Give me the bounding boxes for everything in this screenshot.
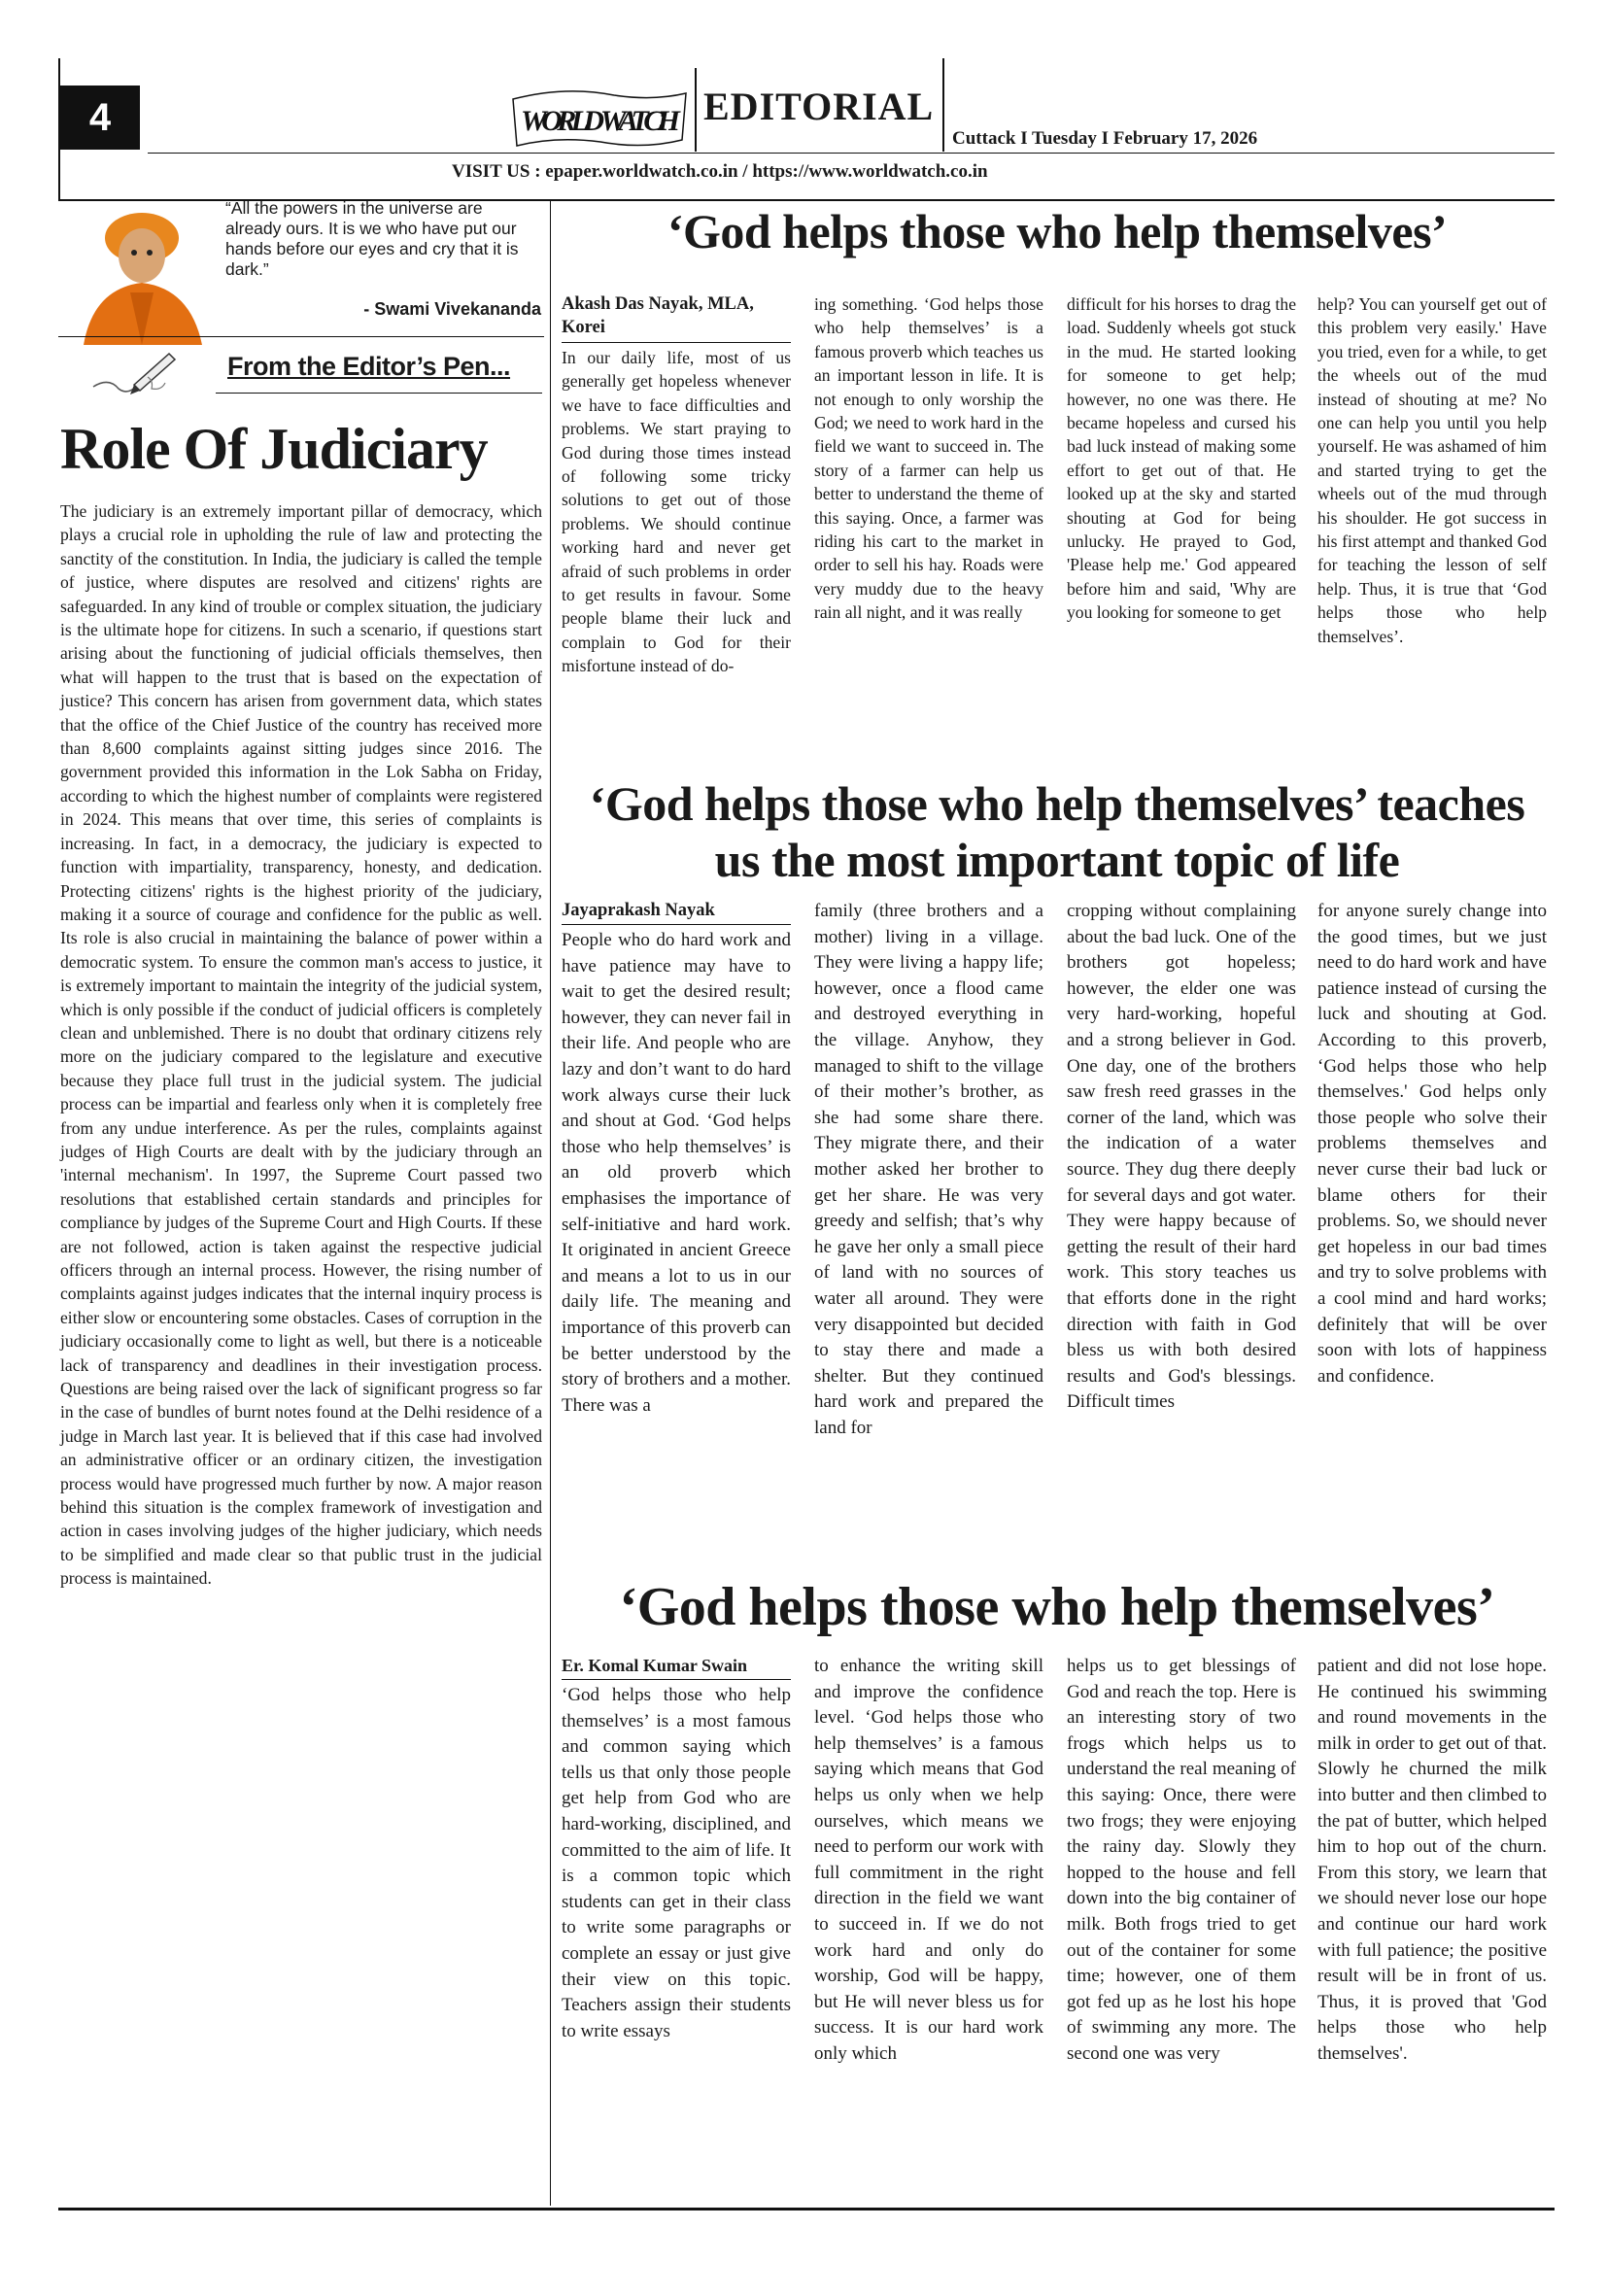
- svg-text:WORLD WATCH: WORLD WATCH: [521, 105, 680, 137]
- page-bottom-rule: [58, 2208, 1555, 2210]
- swami-vivekananda-portrait: [74, 199, 210, 345]
- quote-text: “All the powers in the universe are already ours. It is we who have put our hands before our eyes and cry that it is dark.”: [225, 198, 519, 279]
- article-2-byline-rule: [562, 924, 791, 925]
- section-divider: [942, 58, 944, 152]
- article-3-column-3: helps us to get blessings of God and reach the top. Here is an interesting story of two frogs which helps us to understand the real meaning of this saying: Once, there were two frogs; they were enjoying the rainy day. Slowly they hopped to the house and fell down into the big container of milk. Both frogs tried to get out of the container for some time; however, one of them got fed up as he lost his hope of swimming any more. The second one was very: [1067, 1656, 1296, 2064]
- column-divider: [550, 199, 551, 2206]
- article-2-column-1: People who do hard work and have patience may have to wait to get the desired result; however, they can never fail in their life. And people who are lazy and don’t want to do hard work always curse their luck and shout at God. ‘God helps those who help themselves’ is an old proverb which emphasises the importance of self-initiative and hard work. It originated in ancient Greece and means a lot to us in our daily life. The meaning and importance of this proverb can be better understood by the story of brothers and a mother. There was a: [562, 930, 791, 1416]
- editorial-title: Role Of Judiciary: [60, 417, 488, 481]
- editorial-body: The judiciary is an extremely important pillar of democracy, which plays a crucial role in upholding the rule of law and protecting the sanctity of the constitution. In India, the judiciary is called the temple of justice, where disputes are resolved and citizens' rights are safeguarded. In any kind of trouble or complex situation, the judiciary is the ultimate hope for citizens. In such a scenario, if questions start arising about the functioning of judicial officials themselves, then what will happen to the trust that is based on the expectation of justice? This concern has arisen from government data, which states that the office of the Chief Justice of the country has received more than 8,600 complaints against sitting judges since 2016. The government provided this information in the Lok Sabha on Friday, according to which the highest number of complaints were registered in 2024. This means that over time, this series of complaints is increasing. In fact, in a democracy, the judiciary is expected to function with impartiality, transparency, honesty, and dedication. Protecting citizens' rights is the highest priority of the judiciary, making it a source of courage and confidence for the public as well. Its role is also crucial in maintaining the balance of power within a democratic system. To ensure the common man's access to justice, it is extremely important to maintain the integrity of the judicial system, which is only possible if the conduct of judicial officers is completely clean and unblemished. There is no doubt that ordinary citizens rely more on the judiciary compared to the legislature and executive because they place full trust in the judicial system. The judicial process can be impartial and fearless only when it is completely free from any undue interference. As per the rules, complaints against judges of High Courts are dealt with by the judiciary through an 'internal mechanism'. In 1997, the Supreme Court passed two resolutions that established certain standards and principles for compliance by judges of the Supreme Court and High Courts. If these are not followed, action is taken against the respective judicial officers through an internal process. However, the rising number of complaints against judges indicates that the internal inquiry process is either slow or encountering some obstacles. Cases of corruption in the judiciary occasionally come to light as well, but there is a noticeable lack of transparency and deadlines in their investigation process. Questions are being raised over the lack of significant progress so far in the case of bundles of burnt notes found at the Delhi residence of a judge in March last year. It is believed that if this case had involved an administrative officer or an ordinary citizen, the investigation process would have progressed much further by now. A major reason behind this situation is the complex framework of investigation and action in cases involving judges of the higher judiciary, which needs to be simplified and made clear so that public trust in the judicial process is maintained.: [60, 501, 542, 1589]
- world-watch-logo: [507, 82, 692, 152]
- editor-pen-rule: [216, 393, 542, 394]
- logo-divider: [695, 68, 697, 152]
- article-2-column-4: for anyone surely change into the good times, but we just need to do hard work and have patience instead of cursing the luck and shouting at God. According to this proverb, ‘God helps those who help themselves.' God helps only those people who solve their problems themselves and never curse their bad luck or blame others for their problems. So, we should never get hopeless in our bad times and try to solve problems with a cool mind and hard works; definitely that will be over soon with lots of happiness and confidence.: [1317, 901, 1547, 1387]
- article-2-headline: ‘God helps those who help themselves’ teaches us the most important topic of life: [589, 776, 1525, 887]
- quote-rule: [58, 336, 544, 337]
- section-title: EDITORIAL: [703, 85, 935, 128]
- article-2-column-2: family (three brothers and a mother) living in a village. They were living a happy life; however, once a flood came and destroyed everything in the village. Anyhow, they managed to shift to the village of their mother’s brother, as she had some share there. They migrate there, and their mother asked her brother to get her share. He was very greedy and selfish; that’s why he gave her only a small piece of land with no sources of water all around. They were very disappointed but decided to stay there and made a shelter. But they continued hard work and prepared the land for: [814, 901, 1043, 1438]
- article-3-column-4: patient and did not lose hope. He continued his swimming and round movements in the milk in order to get out of that. Slowly he churned the milk into butter and then climbed to the pat of butter, which helped him to hop out of the churn. From this story, we learn that we should never lose our hope and continue our hard work with full patience; the positive result will be in front of us. Thus, it is proved that 'God helps those who help themselves'.: [1317, 1656, 1547, 2064]
- dateline: Cuttack I Tuesday I February 17, 2026: [952, 128, 1258, 149]
- article-3-byline-rule: [562, 1679, 791, 1680]
- article-1-byline: Akash Das Nayak, MLA, Korei: [562, 294, 754, 337]
- article-3-column-1: ‘God helps those who help themselves’ is a most famous and common saying which tells us that only those people get help from God who are hard-working, disciplined, and committed to the aim of life. It is a common topic which students can get in their class to write some paragraphs or complete an essay or just give their view on this topic. Teachers assign their students to write essays: [562, 1685, 791, 2041]
- article-1-column-1: In our daily life, most of us generally get hopeless whenever we have to face difficulties and problems. We start praying to God during those times instead of following some tricky solutions to get out of those problems. We should continue working hard and never get afraid of such problems in order to get results in favour. Some people blame their luck and complain to God for their misfortune instead of do-: [562, 348, 791, 676]
- header-mid-rule: [148, 153, 1555, 154]
- article-2-column-3: cropping without complaining about the bad luck. One of the brothers got hopeless; however, the elder one was very hard-working, hopeful and a strong believer in God. One day, one of the brothers saw fresh reed grasses in the corner of the land, which was the indication of a water source. They dug there deeply for several days and got water. They were happy because of getting the result of their hard work. This story teaches us that efforts done in the right direction with faith in God bless us with both desired results and God's blessings. Difficult times: [1067, 901, 1296, 1413]
- article-1-column-4: help? You can yourself get out of this problem very easily.' Have you tried, even for a while, to get the wheels out of the mud instead of shouting at me? No one can help you until you help yourself. He was ashamed of him and started trying to get the wheels out of the mud through his shoulder. He got success in his first attempt and thanked God for teaching the lesson of self help. Thus, it is true that ‘God helps those who help themselves’.: [1317, 294, 1547, 646]
- article-1-byline-rule: [562, 342, 791, 343]
- website-link[interactable]: VISIT US : epaper.worldwatch.co.in / https://www.worldwatch.co.in: [452, 161, 988, 182]
- article-1-headline: ‘God helps those who help themselves’: [667, 204, 1448, 258]
- article-3-column-2: to enhance the writing skill and improve the confidence level. ‘God helps those who help themselves’ is a famous saying which means that God helps us only when we help ourselves, which means we need to perform our work with full commitment in the right direction in the field we want to succeed in. If we do not work hard and only do worship, God will be happy, but He will never bless us for success. It is our hard work only which: [814, 1656, 1043, 2064]
- article-1-column-2: ing something. ‘God helps those who help themselves’ is a famous proverb which teaches us an important lesson in life. It is not enough to only worship the God; we need to work hard in the field we want to succeed in. The story of a farmer can help us better to understand the theme of this saying. Once, a farmer was riding his cart to the market in order to sell his hay. Roads were very muddy due to the heavy rain all night, and it was really: [814, 294, 1043, 623]
- article-3-headline: ‘God helps those who help themselves’: [619, 1577, 1495, 1637]
- article-3-byline: Er. Komal Kumar Swain: [562, 1656, 748, 1675]
- page-number: 4: [60, 86, 140, 150]
- quote-author: - Swami Vivekananda: [363, 299, 541, 319]
- editor-pen-heading: From the Editor’s Pen...: [227, 352, 511, 381]
- pen-icon: [89, 348, 177, 398]
- article-2-byline: Jayaprakash Nayak: [562, 901, 715, 920]
- article-1-column-3: difficult for his horses to drag the load. Suddenly wheels got stuck in the mud. He started looking for someone to get help; however, no one was there. He became hopeless and cursed his bad luck instead of making some effort to get out of that. He looked up at the sky and started shouting at God for being unlucky. He prayed to God, 'Please help me.' God appeared before him and said, 'Why are you looking for someone to get: [1067, 294, 1296, 623]
